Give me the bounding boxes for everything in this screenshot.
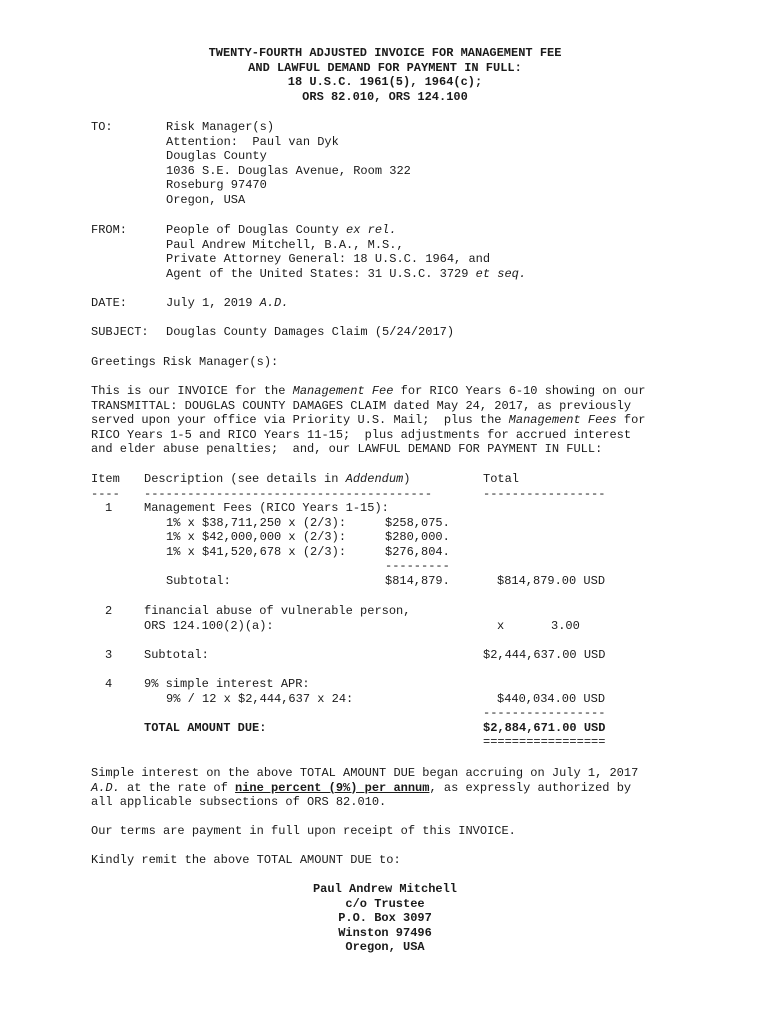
- intro-text: for: [616, 413, 646, 428]
- from-line: [166, 267, 526, 282]
- fee-calc-value: $276,804.: [385, 545, 450, 559]
- from-address: [166, 223, 526, 281]
- item-total: $2,444,637.00 USD: [483, 648, 606, 662]
- col-header-total: Total: [483, 472, 520, 486]
- intro-line: TRANSMITTAL: DOUGLAS COUNTY DAMAGES CLAIM dated May 24, 2017, as previously: [91, 398, 632, 413]
- header-rule: ----------------------------------------: [144, 487, 433, 501]
- fee-calc-label: 1% x $42,000,000 x (2/3):: [166, 530, 347, 544]
- interest-paragraph: [91, 766, 638, 810]
- date-label: DATE:: [91, 296, 128, 310]
- header-text: Description (see details in: [144, 472, 346, 486]
- fee-calc-value: $280,000.: [385, 530, 450, 544]
- total-rule: -----------------: [483, 706, 606, 720]
- from-line-text: Agent of the United States: 31 U.S.C. 3729: [166, 266, 476, 281]
- item-number: 4: [105, 677, 113, 691]
- interest-line: [91, 781, 638, 796]
- date-text: July 1, 2019: [166, 296, 260, 310]
- greeting: Greetings Risk Manager(s):: [91, 355, 279, 369]
- payment-terms: Our terms are payment in full upon receipt of this INVOICE.: [91, 824, 516, 838]
- item-number: 1: [105, 501, 113, 515]
- fee-calc-label: 1% x $41,520,678 x (2/3):: [166, 545, 347, 559]
- subtotal-rule: ---------: [385, 559, 450, 573]
- subtotal-value: $814,879.: [385, 574, 450, 588]
- remit-address-line: c/o Trustee: [345, 896, 425, 911]
- interest-text: at the rate of: [119, 780, 236, 795]
- intro-text: served upon your office via Priority U.S. Mail; plus the: [91, 413, 509, 428]
- subject-label: SUBJECT:: [91, 325, 149, 339]
- item-description: 9% simple interest APR:: [144, 677, 310, 691]
- remit-address: [0, 882, 770, 955]
- remit-address-line: Paul Andrew Mitchell: [312, 882, 458, 896]
- to-line: 1036 S.E. Douglas Avenue, Room 322: [166, 163, 411, 178]
- item-description-line: financial abuse of vulnerable person,: [144, 604, 411, 618]
- date-value: [166, 296, 288, 311]
- interest-line: all applicable subsections of ORS 82.010.: [91, 795, 387, 810]
- interest-era: A.D.: [91, 780, 120, 795]
- subject-value: Douglas County Damages Claim (5/24/2017): [166, 325, 455, 339]
- col-header-description: [144, 472, 410, 487]
- to-label: TO:: [91, 120, 113, 134]
- remit-instruction: Kindly remit the above TOTAL AMOUNT DUE to:: [91, 853, 401, 867]
- header-rule: -----------------: [483, 487, 606, 501]
- item-total: $440,034.00 USD: [497, 692, 606, 706]
- from-line: Paul Andrew Mitchell, B.A., M.S.,: [166, 237, 404, 252]
- item-number: 2: [105, 604, 113, 618]
- fee-calc-label: 1% x $38,711,250 x (2/3):: [166, 516, 347, 530]
- to-line: Attention: Paul van Dyk: [166, 134, 339, 149]
- from-line-italic: et seq.: [475, 266, 527, 281]
- to-line: Douglas County: [166, 149, 267, 164]
- from-line: Private Attorney General: 18 U.S.C. 1964, and: [166, 252, 491, 267]
- header-text: ): [403, 472, 411, 486]
- from-label: FROM:: [91, 223, 128, 237]
- intro-italic: Management Fee: [292, 384, 394, 398]
- from-line-text: People of Douglas County: [166, 223, 347, 237]
- fee-calc-value: $258,075.: [385, 516, 450, 530]
- item-description: Management Fees (RICO Years 1-15):: [144, 501, 389, 515]
- invoice-title: [0, 46, 770, 104]
- date-era: A.D.: [259, 296, 289, 310]
- title-line-3: 18 U.S.C. 1961(5), 1964(c);: [287, 75, 483, 90]
- col-header-item: Item: [91, 472, 120, 486]
- header-rule: ----: [91, 487, 120, 501]
- intro-line: and elder abuse penalties; and, our LAWFUL DEMAND FOR PAYMENT IN FULL:: [91, 442, 603, 457]
- multiplier-value: 3.00: [551, 619, 580, 633]
- to-address: [166, 120, 411, 208]
- remit-address-line: Oregon, USA: [345, 940, 425, 955]
- item-description-line: ORS 124.100(2)(a):: [144, 618, 274, 633]
- from-line-italic: ex rel.: [346, 223, 397, 237]
- subtotal-label: Subtotal:: [166, 574, 231, 588]
- interest-rate: nine percent (9%) per annum: [235, 780, 430, 795]
- total-amount-value: $2,884,671.00 USD: [483, 721, 606, 735]
- interest-line: Simple interest on the above TOTAL AMOUNT DUE began accruing on July 1, 2017: [91, 766, 639, 780]
- remit-address-line: Winston 97496: [338, 925, 432, 940]
- item-number: 3: [105, 648, 113, 662]
- title-line-2: AND LAWFUL DEMAND FOR PAYMENT IN FULL:: [248, 60, 522, 75]
- intro-text: for RICO Years 6-10 showing on our: [393, 384, 646, 398]
- interest-calc: 9% / 12 x $2,444,637 x 24:: [166, 692, 354, 706]
- to-line: Roseburg 97470: [166, 178, 267, 193]
- intro-line: RICO Years 1-5 and RICO Years 11-15; plus adjustments for accrued interest: [91, 427, 632, 442]
- title-line-4: ORS 82.010, ORS 124.100: [302, 89, 468, 104]
- intro-paragraph: [91, 384, 646, 457]
- intro-line: [91, 413, 646, 428]
- remit-address-line: P.O. Box 3097: [338, 911, 432, 926]
- multiplier-sign: x: [497, 619, 505, 633]
- intro-italic: Management Fees: [508, 413, 617, 428]
- item-description: [144, 604, 410, 633]
- to-line: Risk Manager(s): [166, 120, 275, 134]
- item-description: Subtotal:: [144, 648, 209, 662]
- to-line: Oregon, USA: [166, 192, 246, 207]
- total-amount-label: TOTAL AMOUNT DUE:: [144, 721, 267, 735]
- from-line: [166, 223, 526, 238]
- header-italic: Addendum: [345, 472, 404, 486]
- interest-text: , as expressly authorized by: [429, 780, 632, 795]
- title-line-1: TWENTY-FOURTH ADJUSTED INVOICE FOR MANAGEMENT FEE: [208, 46, 562, 60]
- item-total: $814,879.00 USD: [497, 574, 606, 588]
- intro-line: [91, 384, 646, 399]
- total-double-rule: =================: [483, 735, 606, 749]
- intro-text: This is our INVOICE for the: [91, 384, 293, 398]
